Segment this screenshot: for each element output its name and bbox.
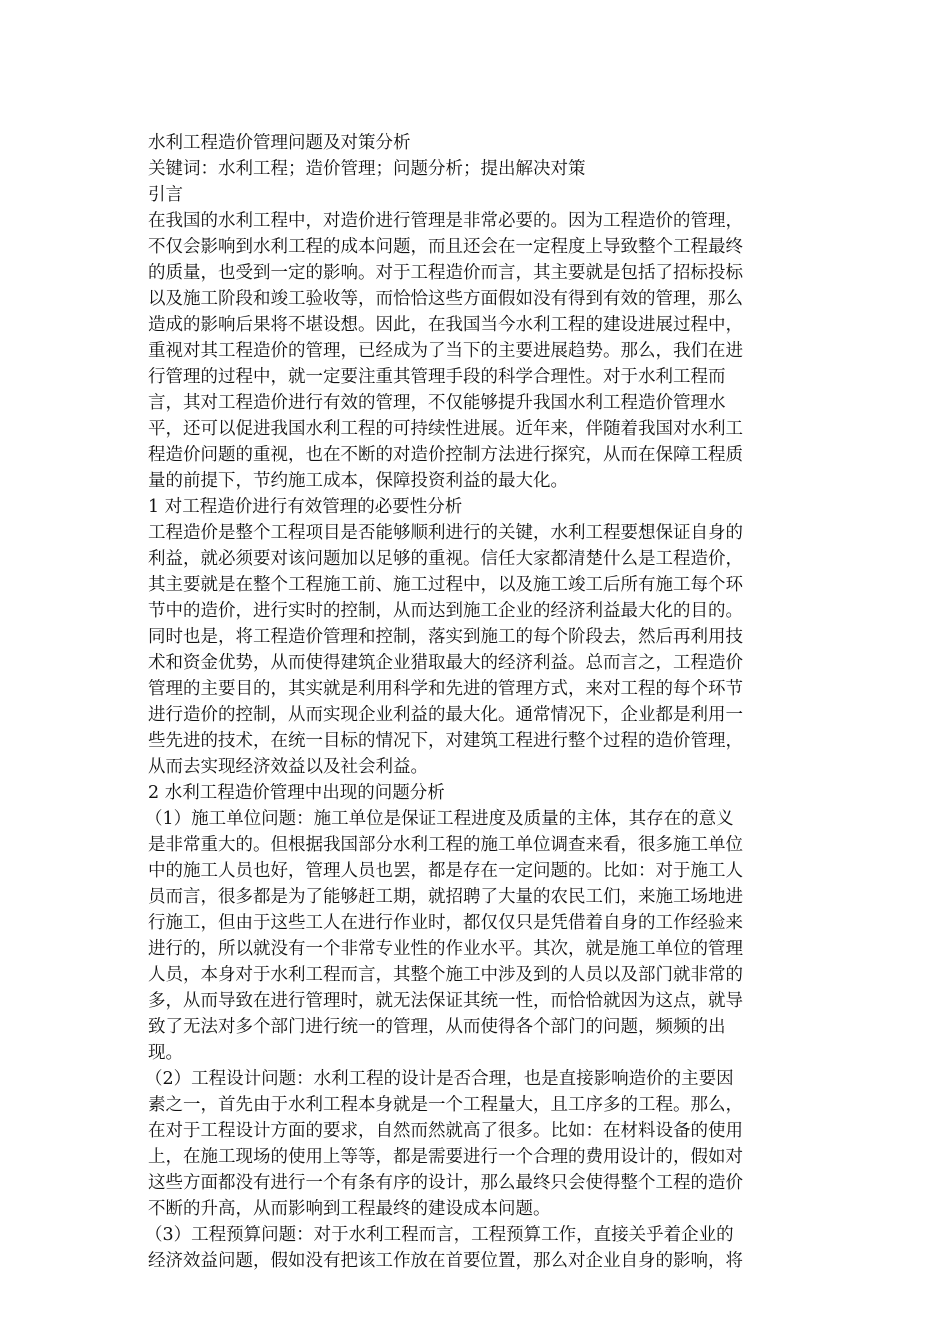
paragraph-line: 些先进的技术，在统一目标的情况下，对建筑工程进行整个过程的造价管理， — [148, 731, 743, 751]
paragraph-line: 言，其对工程造价进行有效的管理，不仅能够提升我国水利工程造价管理水 — [148, 393, 726, 413]
keywords-line: 关键词：水利工程；造价管理；问题分析；提出解决对策 — [148, 159, 586, 179]
paragraph-line: 工程造价是整个工程项目是否能够顺利进行的关键，水利工程要想保证自身的 — [148, 523, 743, 543]
paragraph-line: 程造价问题的重视，也在不断的对造价控制方法进行探究，从而在保障工程质 — [148, 445, 743, 465]
paragraph-line: 进行的，所以就没有一个非常专业性的作业水平。其次，就是施工单位的管理 — [148, 939, 743, 959]
section-2-heading: 2 水利工程造价管理中出现的问题分析 — [148, 783, 445, 803]
paragraph-line: 造成的影响后果将不堪设想。因此，在我国当今水利工程的建设进展过程中， — [148, 315, 743, 335]
paragraph-line: 术和资金优势，从而使得建筑企业猎取最大的经济利益。总而言之，工程造价 — [148, 653, 743, 673]
paragraph-line: 现。 — [148, 1043, 183, 1063]
paragraph-line: 从而去实现经济效益以及社会利益。 — [148, 757, 428, 777]
section-1-paragraph — [148, 520, 803, 780]
paragraph-line: 同时也是，将工程造价管理和控制，落实到施工的每个阶段去，然后再利用技 — [148, 627, 743, 647]
intro-paragraph — [148, 208, 803, 494]
paragraph-line: （1）施工单位问题：施工单位是保证工程进度及质量的主体，其存在的意义 — [145, 809, 734, 829]
paragraph-line: 量的前提下，节约施工成本，保障投资利益的最大化。 — [148, 471, 568, 491]
paragraph-line: 以及施工阶段和竣工验收等，而恰恰这些方面假如没有得到有效的管理，那么 — [148, 289, 743, 309]
paragraph-line: 这些方面都没有进行一个有条有序的设计，那么最终只会使得整个工程的造价 — [148, 1173, 743, 1193]
paragraph-line: 管理的主要目的，其实就是利用科学和先进的管理方式，来对工程的每个环节 — [148, 679, 743, 699]
paragraph-line: 素之一，首先由于水利工程本身就是一个工程量大，且工序多的工程。那么， — [148, 1095, 743, 1115]
paragraph-line: 重视对其工程造价的管理，已经成为了当下的主要进展趋势。那么，我们在进 — [148, 341, 743, 361]
paragraph-line: 在对于工程设计方面的要求，自然而然就高了很多。比如：在材料设备的使用 — [148, 1121, 743, 1141]
paragraph-line: 平，还可以促进我国水利工程的可持续性进展。近年来，伴随着我国对水利工 — [148, 419, 743, 439]
paragraph-line: 的质量，也受到一定的影响。对于工程造价而言，其主要就是包括了招标投标 — [148, 263, 743, 283]
section-2-paragraph-1 — [145, 806, 803, 1066]
document-title: 水利工程造价管理问题及对策分析 — [148, 133, 411, 153]
paragraph-line: 经济效益问题，假如没有把该工作放在首要位置，那么对企业自身的影响，将 — [148, 1251, 743, 1271]
paragraph-line: 行施工，但由于这些工人在进行作业时，都仅仅只是凭借着自身的工作经验来 — [148, 913, 743, 933]
paragraph-line: 不断的升高，从而影响到工程最终的建设成本问题。 — [148, 1199, 551, 1219]
paragraph-line: （3）工程预算问题：对于水利工程而言，工程预算工作，直接关乎着企业的 — [145, 1225, 734, 1245]
section-2-paragraph-2 — [145, 1066, 803, 1222]
paragraph-line: （2）工程设计问题：水利工程的设计是否合理，也是直接影响造价的主要因 — [145, 1069, 734, 1089]
paragraph-line: 利益，就必须要对该问题加以足够的重视。信任大家都清楚什么是工程造价， — [148, 549, 743, 569]
paragraph-line: 进行造价的控制，从而实现企业利益的最大化。通常情况下，企业都是利用一 — [148, 705, 743, 725]
paragraph-line: 是非常重大的。但根据我国部分水利工程的施工单位调查来看，很多施工单位 — [148, 835, 743, 855]
paragraph-line: 员而言，很多都是为了能够赶工期，就招聘了大量的农民工们，来施工场地进 — [148, 887, 743, 907]
paragraph-line: 人员，本身对于水利工程而言，其整个施工中涉及到的人员以及部门就非常的 — [148, 965, 743, 985]
paragraph-line: 中的施工人员也好，管理人员也罢，都是存在一定问题的。比如：对于施工人 — [148, 861, 743, 881]
intro-heading: 引言 — [148, 185, 183, 205]
paragraph-line: 行管理的过程中，就一定要注重其管理手段的科学合理性。对于水利工程而 — [148, 367, 726, 387]
paragraph-line: 上，在施工现场的使用上等等，都是需要进行一个合理的费用设计的，假如对 — [148, 1147, 743, 1167]
paragraph-line: 在我国的水利工程中，对造价进行管理是非常必要的。因为工程造价的管理， — [148, 211, 743, 231]
section-2-paragraph-3 — [145, 1222, 803, 1274]
paragraph-line: 不仅会影响到水利工程的成本问题，而且还会在一定程度上导致整个工程最终 — [148, 237, 743, 257]
paragraph-line: 节中的造价，进行实时的控制，从而达到施工企业的经济利益最大化的目的。 — [148, 601, 743, 621]
section-1-heading: 1 对工程造价进行有效管理的必要性分析 — [148, 497, 463, 517]
paragraph-line: 其主要就是在整个工程施工前、施工过程中，以及施工竣工后所有施工每个环 — [148, 575, 743, 595]
paragraph-line: 多，从而导致在进行管理时，就无法保证其统一性，而恰恰就因为这点，就导 — [148, 991, 743, 1011]
paragraph-line: 致了无法对多个部门进行统一的管理，从而使得各个部门的问题，频频的出 — [148, 1017, 726, 1037]
document-body — [145, 130, 803, 1274]
